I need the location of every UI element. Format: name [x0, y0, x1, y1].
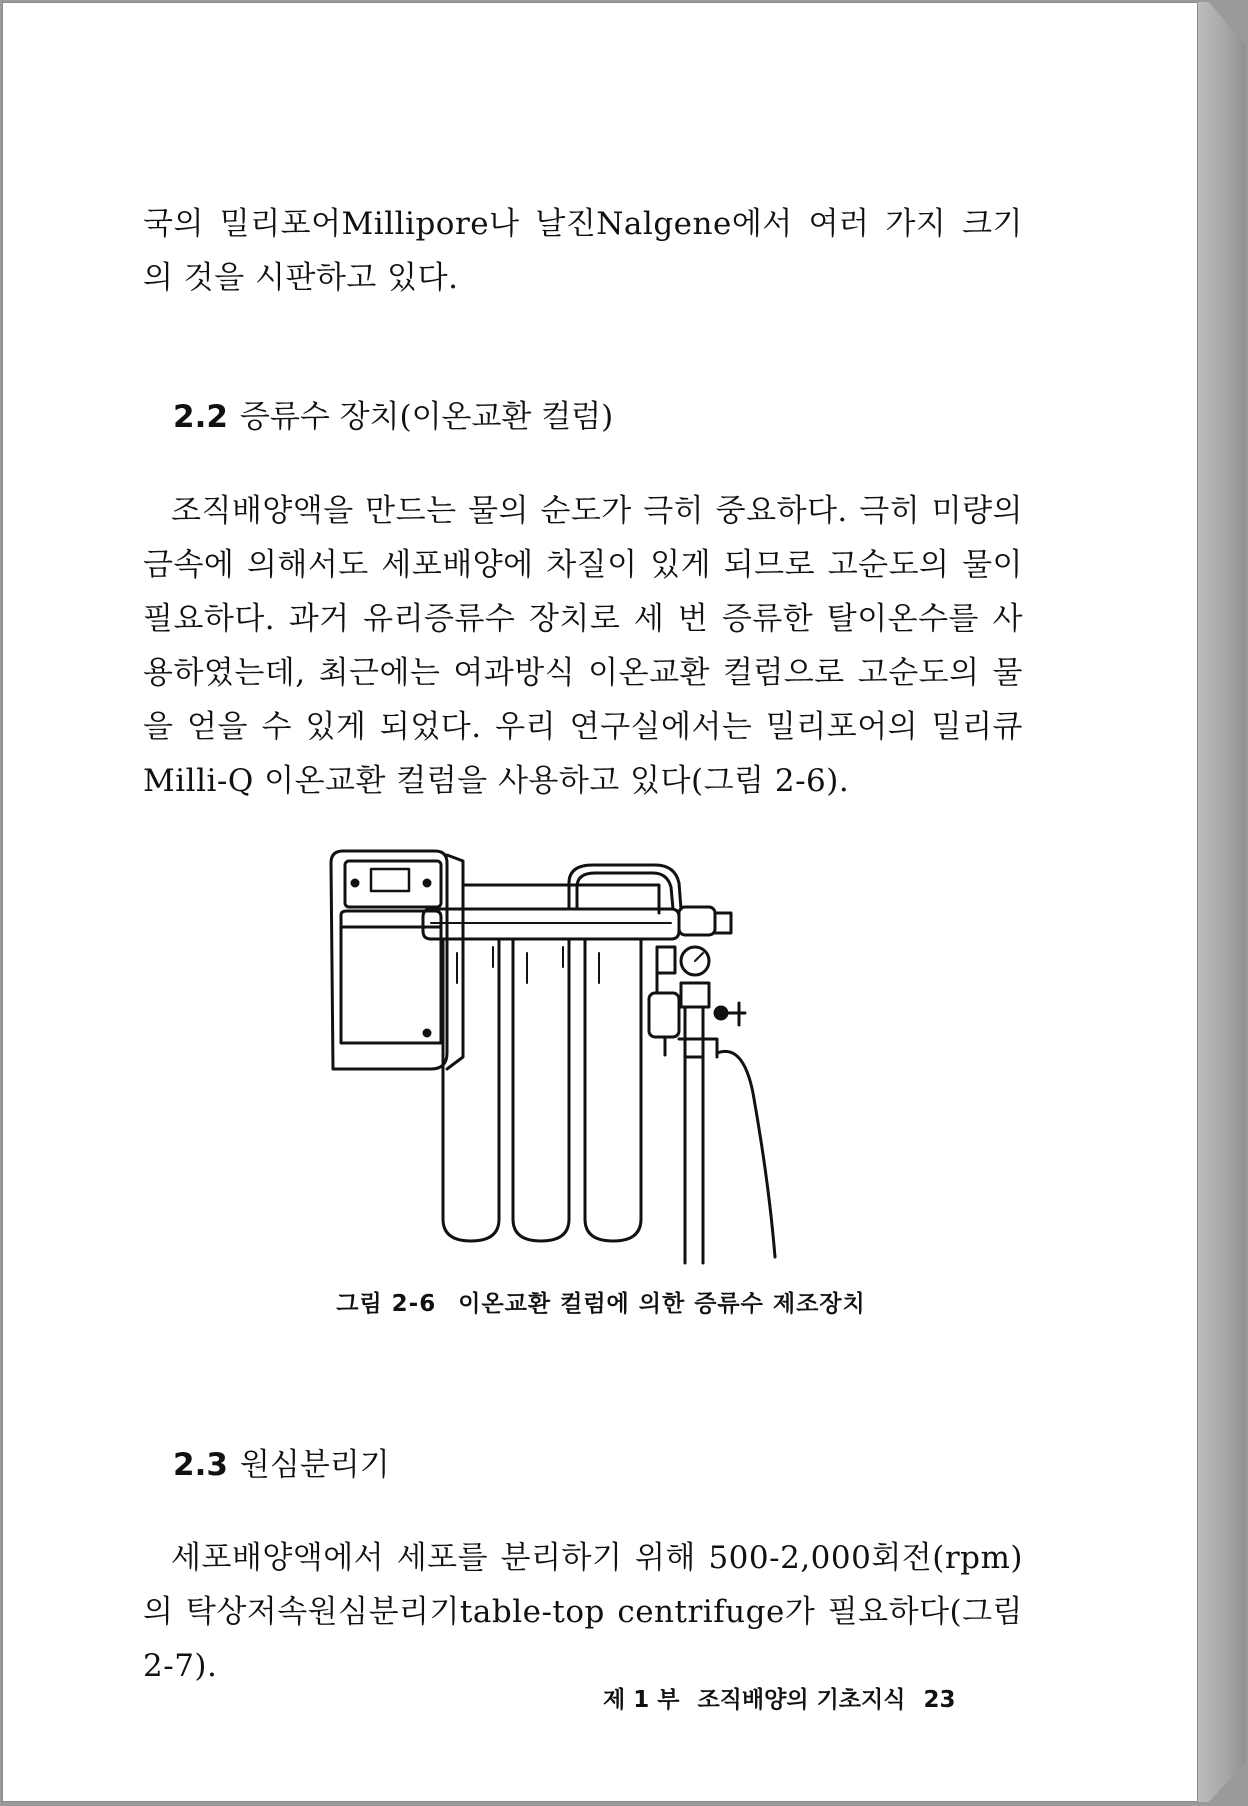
paragraph-water-wrapper [143, 484, 1023, 808]
figure-caption [3, 1285, 1199, 1318]
section-heading-2-3 [173, 1439, 390, 1484]
section-title: 증류수 장치(이온교환 컬럼) [239, 399, 614, 435]
section-heading-2-2 [173, 391, 613, 436]
paragraph-centrifuge-wrapper [143, 1531, 1023, 1693]
figure-label: 그림 2-6 [336, 1291, 437, 1317]
page-edge-shadow [1198, 2, 1246, 1802]
section-title: 원심분리기 [239, 1447, 390, 1483]
section-number: 2.3 [173, 1447, 228, 1483]
book-page [2, 2, 1198, 1802]
figure-milliq-apparatus [323, 843, 883, 1273]
figure-caption-text: 이온교환 컬럼에 의한 증류수 제조장치 [458, 1291, 866, 1317]
footer-part: 제 1 부 [603, 1687, 680, 1713]
section-number: 2.2 [173, 399, 228, 435]
page-footer [603, 1681, 973, 1714]
footer-chapter: 조직배양의 기초지식 [697, 1687, 906, 1713]
paragraph-intro-wrapper [143, 197, 1023, 305]
paragraph-centrifuge: 세포배양액에서 세포를 분리하기 위해 500-2,000회전(rpm)의 탁상저속원심분리기table-top centrifuge가 필요하다(그림 2-7). [143, 1540, 1023, 1684]
page-number: 23 [923, 1687, 956, 1713]
paragraph-intro: 국의 밀리포어Millipore나 날진Nalgene에서 여러 가지 크기의 것을 시판하고 있다. [143, 206, 1023, 296]
paragraph-water-purity: 조직배양액을 만드는 물의 순도가 극히 중요하다. 극히 미량의 금속에 의해서도 세포배양에 차질이 있게 되므로 고순도의 물이 필요하다. 과거 유리증류수 장치로 세 번 증류한 탈이온수를 사용하였는데, 최근에는 여과방식 이온교환 컬럼으로 고순도의 물을 얻을 수 있게 되었다. 우리 연구실에서는 밀리포어의 밀리큐 Milli-Q 이온교환 컬럼을 사용하고 있다(그림 2-6). [143, 493, 1023, 799]
